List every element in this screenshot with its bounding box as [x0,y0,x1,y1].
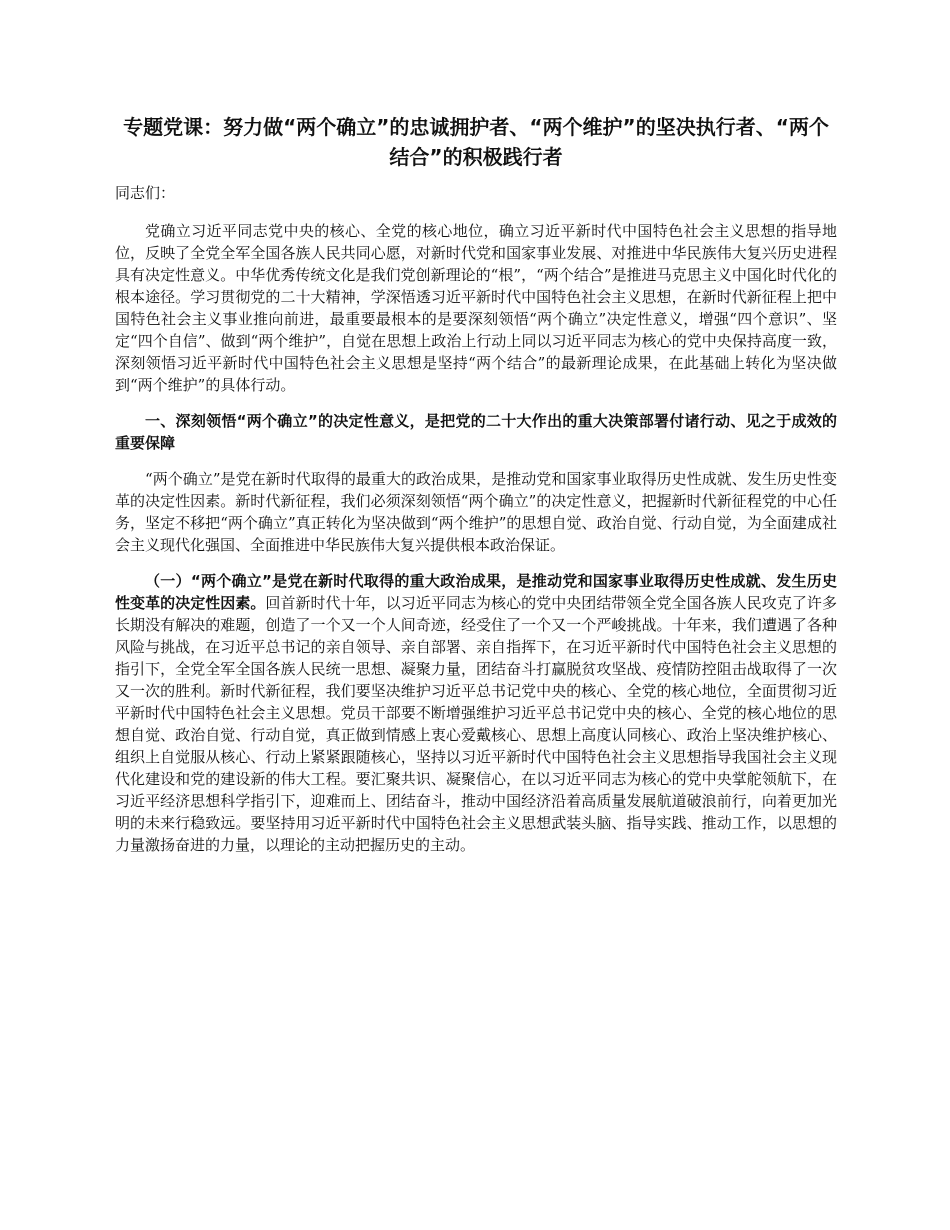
subsection-1-body: 回首新时代十年，以习近平同志为核心的党中央团结带领全党全国各族人民攻克了许多长期没有解决的难题，创造了一个又一个人间奇迹，经受住了一个又一个严峻挑战。十年来，我们遭遇了各种风险与挑战，在习近平总书记的亲自领导、亲自部署、亲自指挥下，在习近平新时代中国特色社会主义思想的指引下，全党全军全国各族人民统一思想、凝聚力量，团结奋斗打赢脱贫攻坚战、疫情防控阻击战取得了一次又一次的胜利。新时代新征程，我们要坚决维护习近平总书记党中央的核心、全党的核心地位，全面贯彻习近平新时代中国特色社会主义思想。党员干部要不断增强维护习近平总书记党中央的核心、全党的核心地位的思想自觉、政治自觉、行动自觉，真正做到情感上衷心爱戴核心、思想上高度认同核心、政治上坚决维护核心、组织上自觉服从核心、行动上紧紧跟随核心，坚持以习近平新时代中国特色社会主义思想指导我国社会主义现代化建设和党的建设新的伟大工程。要汇聚共识、凝聚信心，在以习近平同志为核心的党中央掌舵领航下，在习近平经济思想科学指引下，迎难而上、团结奋斗，推动中国经济沿着高质量发展航道破浪前行，向着更加光明的未来行稳致远。要坚持用习近平新时代中国特色社会主义思想武装头脑、指导实践、推动工作，以思想的力量激扬奋进的力量，以理论的主动把握历史的主动。 [115,594,837,854]
intro-paragraph: 党确立习近平同志党中央的核心、全党的核心地位，确立习近平新时代中国特色社会主义思想的指导地位，反映了全党全军全国各族人民共同心愿，对新时代党和国家事业发展、对推进中华民族伟大复兴历史进程具有决定性意义。中华优秀传统文化是我们党创新理论的“根”，“两个结合”是推进马克思主义中国化时代化的根本途径。学习贯彻党的二十大精神，学深悟透习近平新时代中国特色社会主义思想，在新时代新征程上把中国特色社会主义事业推向前进，最重要最根本的是要深刻领悟“两个确立”决定性意义，增强“四个意识”、坚定“四个自信”、做到“两个维护”，自觉在思想上政治上行动上同以习近平同志为核心的党中央保持高度一致，深刻领悟习近平新时代中国特色社会主义思想是坚持“两个结合”的最新理论成果，在此基础上转化为坚决做到“两个维护”的具体行动。 [115,222,837,394]
document-page [115,112,837,870]
section-1-paragraph: “两个确立”是党在新时代取得的最重大的政治成果，是推动党和国家事业取得历史性成就、发生历史性变革的决定性因素。新时代新征程，我们必须深刻领悟“两个确立”的决定性意义，把握新时代新征程党的中心任务，坚定不移把“两个确立”真正转化为坚决做到“两个维护”的思想自觉、政治自觉、行动自觉，为全面建成社会主义现代化强国、全面推进中华民族伟大复兴提供根本政治保证。 [115,470,837,554]
subsection-1-lead: （一）“两个确立”是党在新时代取得的重大政治成果，是推动党和国家事业取得历史性成就、发生历史性变革的决定性因素。 [115,572,837,612]
document-title: 专题党课：努力做“两个确立”的忠诚拥护者、“两个维护”的坚决执行者、“两个结合”的积极践行者 [123,115,829,169]
greeting: 同志们： [115,184,176,202]
section-1-heading: 一、深刻领悟“两个确立”的决定性意义，是把党的二十大作出的重大决策部署付诸行动、见之于成效的重要保障 [115,412,837,452]
subsection-1-paragraph [115,570,837,856]
